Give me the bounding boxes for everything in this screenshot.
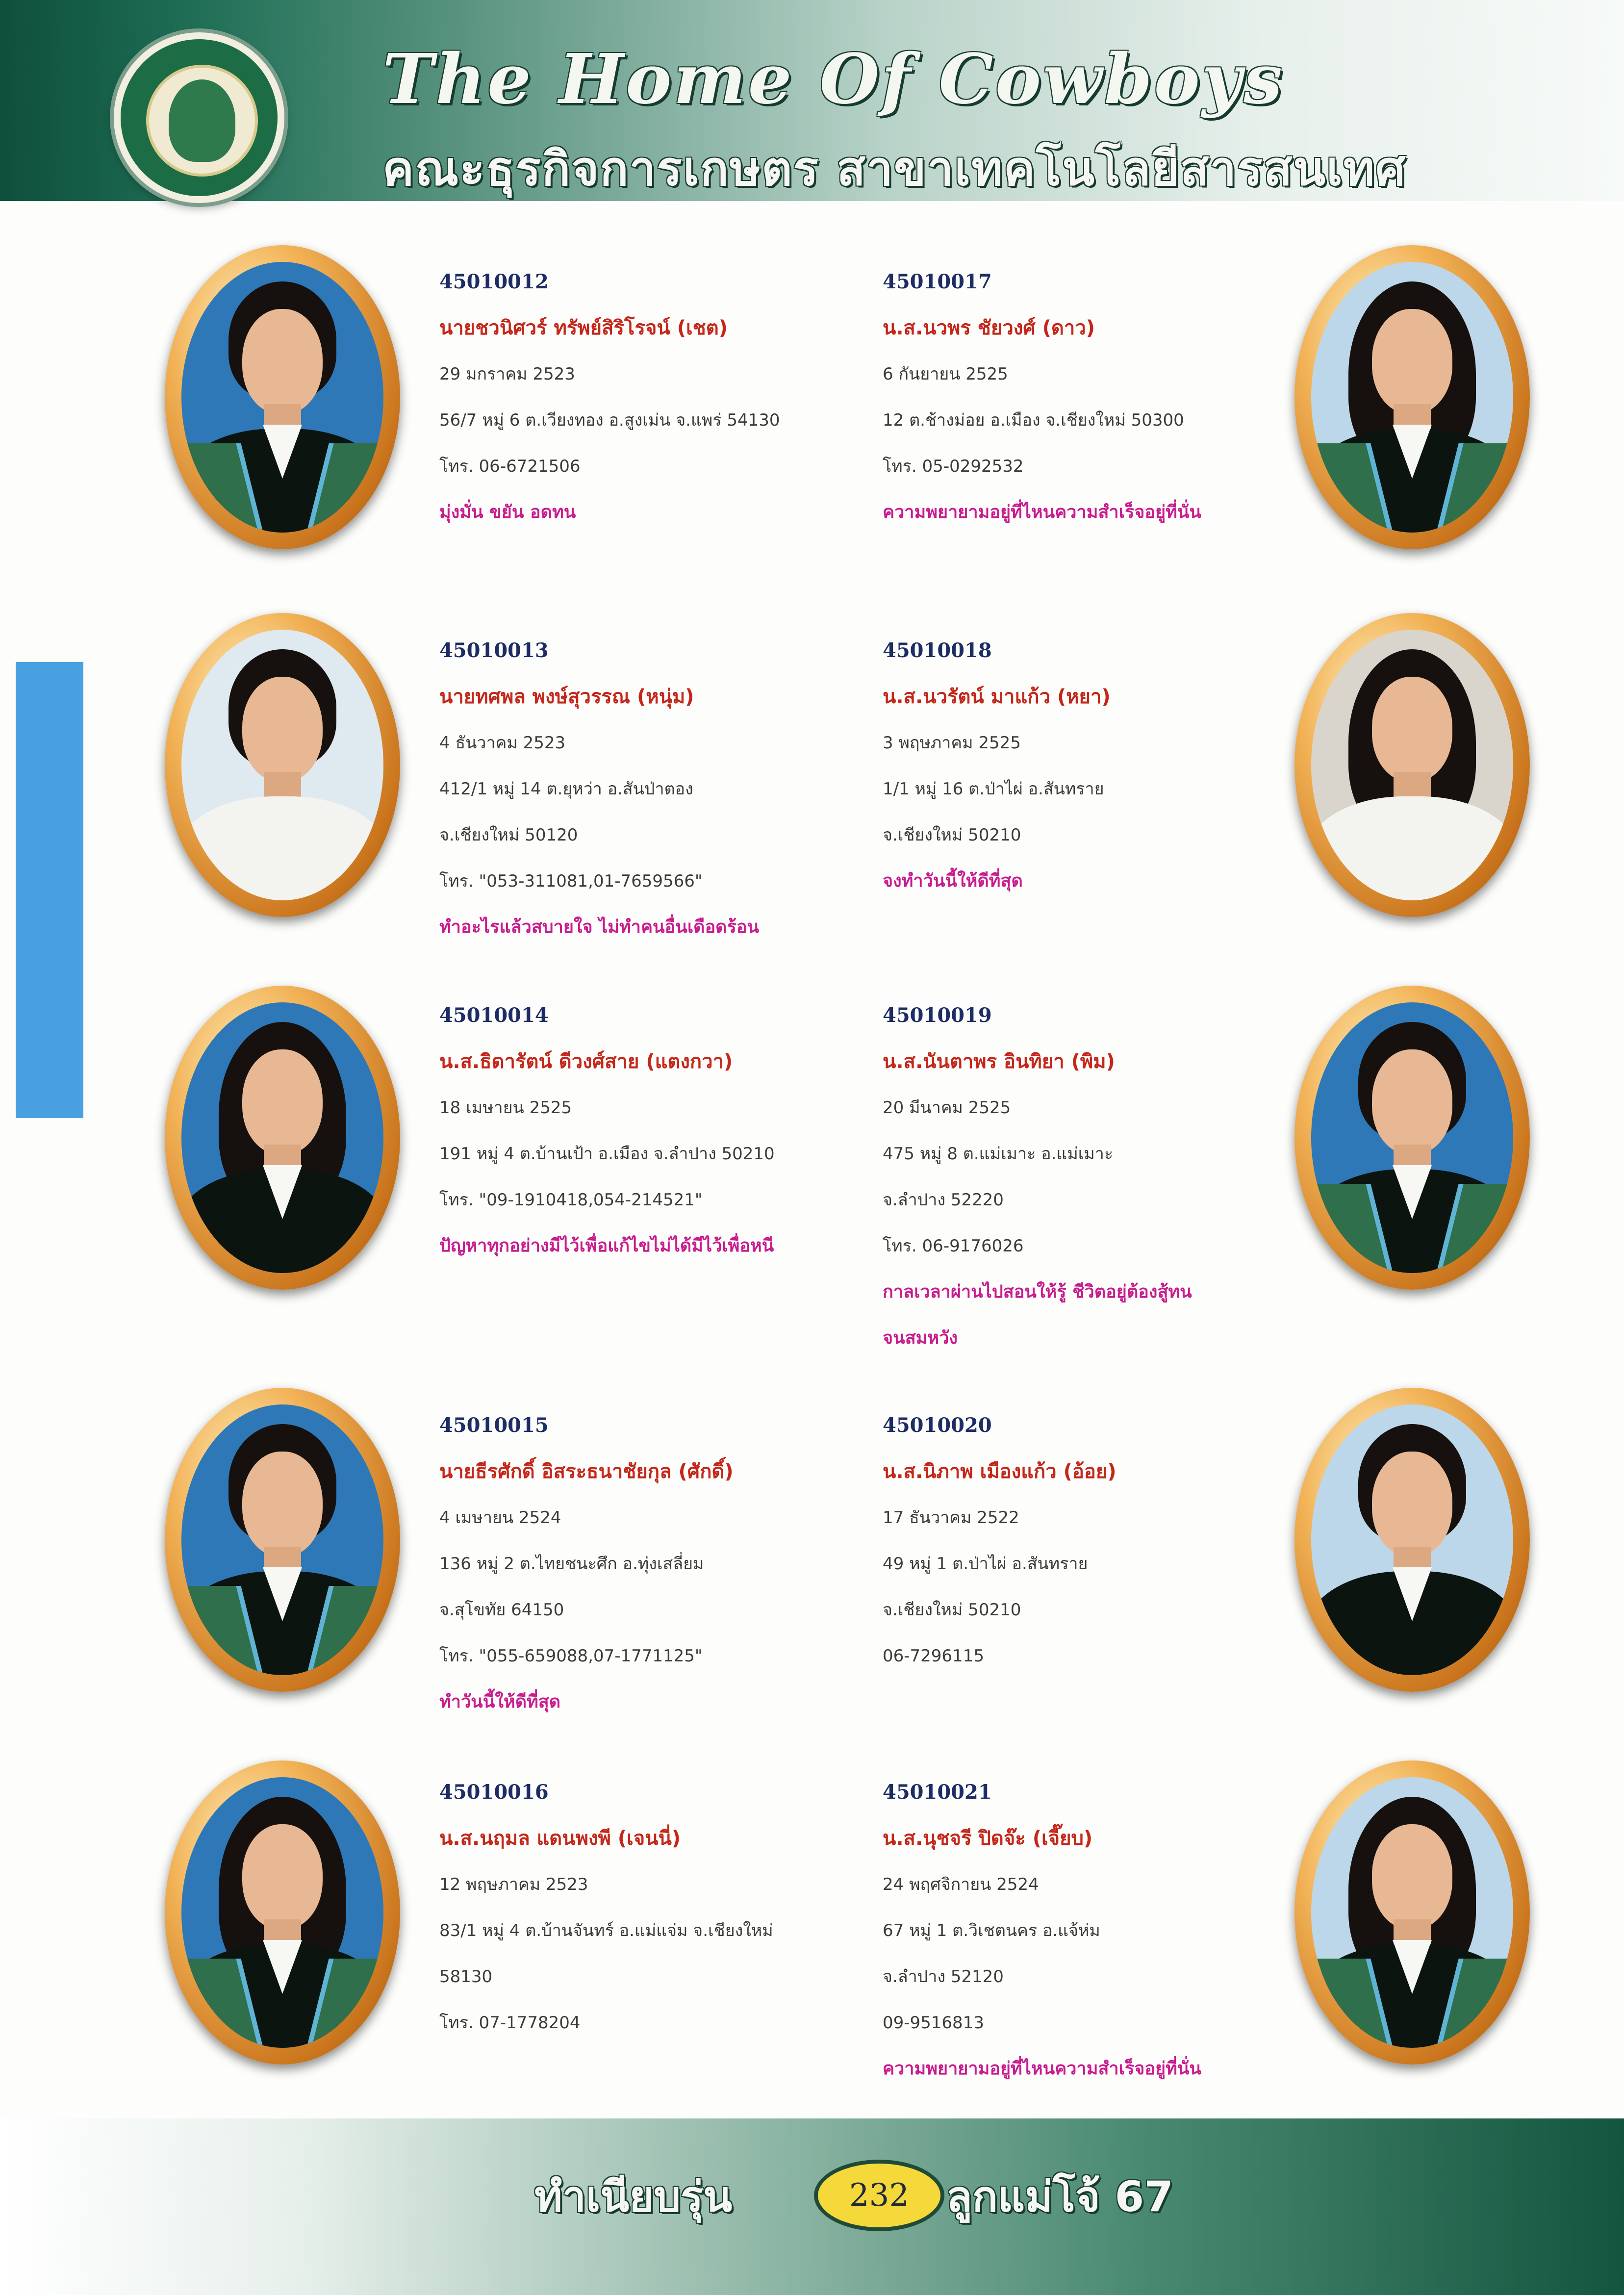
student-info	[883, 1402, 1324, 1679]
university-seal-logo	[114, 32, 284, 203]
phone-line: 06-7296115	[883, 1646, 984, 1666]
phone-line: โทร. "055-659088,07-1771125"	[439, 1646, 703, 1666]
address-line: 12 ต.ช้างม่อย อ.เมือง จ.เชียงใหม่ 50300	[883, 410, 1184, 430]
birth-date: 12 พฤษภาคม 2523	[439, 1875, 588, 1894]
student-name: น.ส.นวรัตน์ มาแก้ว (หยา)	[883, 686, 1111, 708]
birth-date: 24 พฤศจิกายน 2524	[883, 1875, 1039, 1894]
student-photo	[1311, 1002, 1513, 1273]
student-photo	[1311, 630, 1513, 900]
footer-class-name: ลูกแม่โจ้ 67	[946, 2172, 1174, 2221]
page-number: 232	[814, 2160, 944, 2231]
address-line: 49 หมู่ 1 ต.ป่าไผ่ อ.สันทราย	[883, 1554, 1088, 1574]
student-id: 45010014	[439, 1004, 549, 1027]
student-id: 45010017	[883, 270, 992, 293]
student-id: 45010016	[439, 1781, 549, 1804]
address-line: 67 หมู่ 1 ต.วิเชตนคร อ.แจ้ห่ม	[883, 1921, 1100, 1940]
address-line: 136 หมู่ 2 ต.ไทยชนะศึก อ.ทุ่งเสลี่ยม	[439, 1554, 704, 1574]
portrait-frame	[1294, 1760, 1530, 2065]
phone-line: โทร. "09-1910418,054-214521"	[439, 1190, 703, 1210]
birth-date: 18 เมษายน 2525	[439, 1098, 572, 1118]
page-header	[0, 0, 1624, 201]
birth-date: 20 มีนาคม 2525	[883, 1098, 1011, 1118]
student-photo	[1311, 1404, 1513, 1675]
student-photo	[1311, 1777, 1513, 2048]
motto: ทำวันนี้ให้ดีที่สุด	[439, 1692, 561, 1712]
phone-line: โทร. 07-1778204	[439, 2013, 581, 2033]
address-line: 83/1 หมู่ 4 ต.บ้านจันทร์ อ.แม่แจ่ม จ.เชียงใหม่	[439, 1921, 773, 1940]
motto: ทำอะไรแล้วสบายใจ ไม่ทำคนอื่นเดือดร้อน	[439, 917, 760, 937]
birth-date: 29 มกราคม 2523	[439, 364, 575, 384]
motto-continued: จนสมหวัง	[883, 1328, 958, 1348]
birth-date: 17 ธันวาคม 2522	[883, 1508, 1019, 1528]
phone-line: โทร. 06-9176026	[883, 1236, 1024, 1256]
portrait-frame	[165, 613, 400, 917]
phone-line: โทร. "053-311081,01-7659566"	[439, 871, 703, 891]
header-title: The Home Of Cowboys	[382, 39, 1285, 120]
address-line: 412/1 หมู่ 14 ต.ยุหว่า อ.สันป่าตอง	[439, 779, 693, 799]
portrait-frame	[165, 1388, 400, 1692]
student-name: นายทศพล พงษ์สุวรรณ (หนุ่ม)	[439, 686, 694, 708]
address-line: 58130	[439, 1967, 493, 1987]
student-name: นายชวนิศวร์ ทรัพย์สิริโรจน์ (เชต)	[439, 317, 728, 339]
student-photo	[1311, 262, 1513, 533]
portrait-frame	[1294, 613, 1530, 917]
student-photo	[181, 1404, 383, 1675]
motto: กาลเวลาผ่านไปสอนให้รู้ ชีวิตอยู่ต้องสู้ทน	[883, 1282, 1192, 1302]
student-id: 45010012	[439, 270, 549, 293]
student-id: 45010013	[439, 639, 549, 662]
address-line: 475 หมู่ 8 ต.แม่เมาะ อ.แม่เมาะ	[883, 1144, 1114, 1164]
student-info	[883, 259, 1324, 536]
address-line: 1/1 หมู่ 16 ต.ป่าไผ่ อ.สันทราย	[883, 779, 1104, 799]
student-photo	[181, 1002, 383, 1273]
portrait-frame	[1294, 245, 1530, 549]
birth-date: 4 ธันวาคม 2523	[439, 733, 566, 753]
portrait-frame	[165, 245, 400, 549]
birth-date: 4 เมษายน 2524	[439, 1508, 561, 1528]
address-line: จ.เชียงใหม่ 50210	[883, 825, 1021, 845]
motto: มุ่งมั่น ขยัน อดทน	[439, 502, 576, 522]
student-name: นายธีรศักดิ์ อิสระธนาชัยกุล (ศักดิ์)	[439, 1460, 734, 1483]
birth-date: 3 พฤษภาคม 2525	[883, 733, 1021, 753]
student-name: น.ส.นันตาพร อินทิยา (พิม)	[883, 1050, 1115, 1073]
student-id: 45010015	[439, 1414, 549, 1437]
phone-line: โทร. 05-0292532	[883, 457, 1024, 476]
student-id: 45010019	[883, 1004, 992, 1027]
student-name: น.ส.นฤมล แดนพงพี (เจนนี่)	[439, 1827, 681, 1850]
student-info	[439, 993, 881, 1269]
address-line: 56/7 หมู่ 6 ต.เวียงทอง อ.สูงเม่น จ.แพร่ 54130	[439, 410, 780, 430]
student-photo	[181, 1777, 383, 2048]
address-line: จ.ลำปาง 52120	[883, 1967, 1004, 1987]
birth-date: 6 กันยายน 2525	[883, 364, 1008, 384]
student-info	[883, 993, 1324, 1361]
portrait-frame	[165, 986, 400, 1290]
header-subtitle: คณะธุรกิจการเกษตร สาขาเทคโนโลยีสารสนเทศ	[382, 141, 1406, 196]
motto: ความพยายามอยู่ที่ไหนความสำเร็จอยู่ที่นั่น	[883, 502, 1202, 522]
student-name: น.ส.ธิดารัตน์ ดีวงศ์สาย (แตงกวา)	[439, 1050, 733, 1073]
motto: ความพยายามอยู่ที่ไหนความสำเร็จอยู่ที่นั่น	[883, 2059, 1202, 2079]
student-id: 45010021	[883, 1781, 992, 1804]
student-photo	[181, 630, 383, 900]
student-info	[439, 259, 881, 536]
address-line: จ.สุโขทัย 64150	[439, 1600, 564, 1620]
student-name: น.ส.นิภาพ เมืองแก้ว (อ้อย)	[883, 1460, 1116, 1483]
student-id: 45010020	[883, 1414, 992, 1437]
address-line: จ.เชียงใหม่ 50210	[883, 1600, 1021, 1620]
student-info	[883, 1769, 1324, 2092]
student-info	[883, 628, 1324, 904]
student-info	[439, 1402, 881, 1725]
student-id: 45010018	[883, 639, 992, 662]
page-footer	[0, 2118, 1624, 2295]
phone-line: โทร. 06-6721506	[439, 457, 581, 476]
portrait-frame	[1294, 1388, 1530, 1692]
portrait-frame	[165, 1760, 400, 2065]
portrait-frame	[1294, 986, 1530, 1290]
address-line: 191 หมู่ 4 ต.บ้านเป้า อ.เมือง จ.ลำปาง 50210	[439, 1144, 775, 1164]
address-line: จ.ลำปาง 52220	[883, 1190, 1004, 1210]
side-tab-marker	[16, 662, 83, 1118]
motto: ปัญหาทุกอย่างมีไว้เพื่อแก้ไขไม่ได้มีไว้เพื่อหนี	[439, 1236, 774, 1256]
student-info	[439, 628, 881, 950]
student-photo	[181, 262, 383, 533]
student-name: น.ส.นุชจรี ปิดจ๊ะ (เจี๊ยบ)	[883, 1827, 1093, 1850]
motto: จงทำวันนี้ให้ดีที่สุด	[883, 871, 1023, 891]
footer-yearbook-title: ทำเนียบรุ่น	[534, 2172, 733, 2221]
address-line: จ.เชียงใหม่ 50120	[439, 825, 578, 845]
student-name: น.ส.นวพร ชัยวงศ์ (ดาว)	[883, 317, 1095, 339]
phone-line: 09-9516813	[883, 2013, 984, 2033]
student-info	[439, 1769, 881, 2046]
